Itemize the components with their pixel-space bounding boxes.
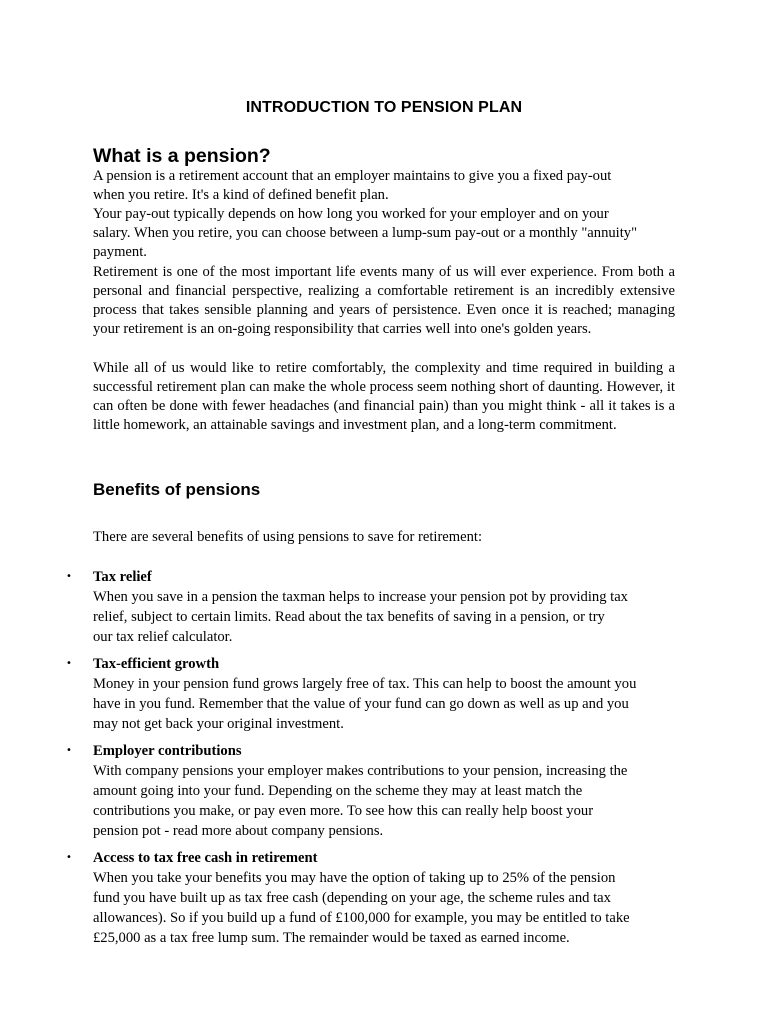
text-line: With company pensions your employer makes contributions to your pension, increasing the: [93, 763, 628, 779]
list-item-tax-relief: [0, 567, 675, 647]
benefit-description: [93, 868, 675, 948]
benefit-title: Tax-efficient growth: [93, 656, 220, 672]
retirement-plan-paragraph: While all of us would like to retire comfortably, the complexity and time required in building a successful retirement plan can make the whole process seem nothing short of daunting. However, it can often be done with fewer headaches (and financial pain) than you might think - all it takes is a little homework, an attainable savings and investment plan, and a long-term commitment.: [93, 360, 675, 433]
benefit-title: Tax relief: [93, 569, 152, 585]
text-line: When you take your benefits you may have the option of taking up to 25% of the pension: [93, 870, 616, 886]
document-title: INTRODUCTION TO PENSION PLAN: [245, 99, 523, 116]
text-line: allowances). So if you build up a fund of £100,000 for example, you may be entitled to take: [93, 910, 630, 926]
section-heading-what-is-a-pension: What is a pension?: [93, 145, 271, 167]
bullet-icon: •: [66, 658, 72, 669]
text-line: A pension is a retirement account that an employer maintains to give you a fixed pay-out: [93, 168, 612, 184]
text-line: amount going into your fund. Depending on the scheme they may at least match the: [93, 783, 583, 799]
list-item-employer-contributions: [0, 741, 675, 841]
benefits-intro-paragraph: There are several benefits of using pensions to save for retirement:: [93, 529, 483, 545]
text-line: Money in your pension fund grows largely free of tax. This can help to boost the amount you: [93, 676, 637, 692]
text-line: contributions you make, or pay even more. To see how this can really help boost your: [93, 803, 594, 819]
benefit-description: [93, 761, 675, 841]
text-line: salary. When you retire, you can choose between a lump-sum pay-out or a monthly "annuity": [93, 225, 638, 241]
text-line: fund you have built up as tax free cash (depending on your age, the scheme rules and tax: [93, 890, 611, 906]
text-line: relief, subject to certain limits. Read about the tax benefits of saving in a pension, or try: [93, 609, 605, 625]
text-line: our tax relief calculator.: [93, 629, 233, 645]
retirement-paragraph: Retirement is one of the most important life events many of us will ever experience. From both a personal and financial perspective, realizing a comfortable retirement is an incredibly extensive process that takes sensible planning and years of persistence. Even once it is reached; managing your retirement is an on-going responsibility that carries well into one's golden years.: [93, 264, 675, 337]
benefit-title: Access to tax free cash in retirement: [93, 850, 318, 866]
benefit-description: [93, 587, 675, 647]
text-line: have in you fund. Remember that the value of your fund can go down as well as up and you: [93, 696, 629, 712]
text-line: when you retire. It's a kind of defined benefit plan.: [93, 187, 389, 203]
text-line: payment.: [93, 244, 147, 260]
bullet-icon: •: [66, 745, 72, 756]
text-line: When you save in a pension the taxman helps to increase your pension pot by providing tax: [93, 589, 628, 605]
benefits-list: [0, 567, 768, 955]
benefit-description: [93, 674, 675, 734]
bullet-icon: •: [66, 852, 72, 863]
text-line: may not get back your original investment.: [93, 716, 344, 732]
text-line: pension pot - read more about company pensions.: [93, 823, 384, 839]
list-item-tax-efficient-growth: [0, 654, 675, 734]
section-heading-benefits: Benefits of pensions: [93, 480, 261, 499]
bullet-icon: •: [66, 571, 72, 582]
text-line: Your pay-out typically depends on how long you worked for your employer and on your: [93, 206, 609, 222]
benefit-title: Employer contributions: [93, 743, 242, 759]
pension-definition-paragraph: [93, 167, 675, 262]
list-item-tax-free-cash: [0, 848, 675, 948]
text-line: £25,000 as a tax free lump sum. The remainder would be taxed as earned income.: [93, 930, 570, 946]
